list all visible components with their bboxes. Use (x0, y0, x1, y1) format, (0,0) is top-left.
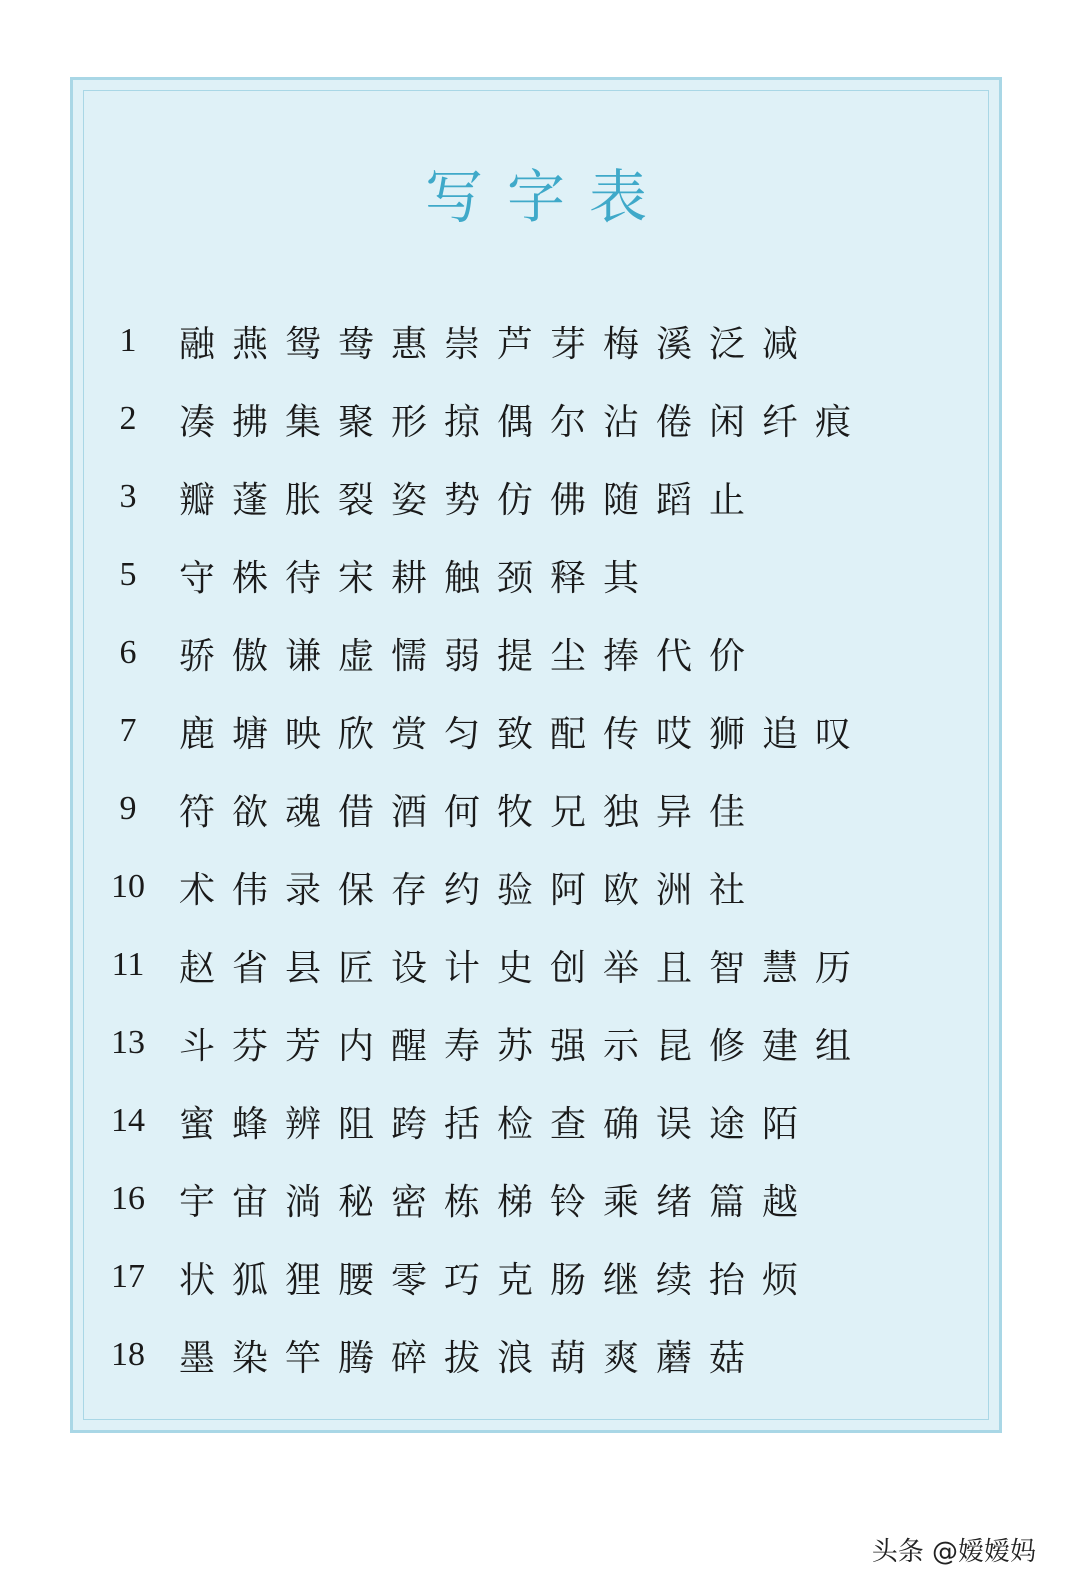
lesson-number: 10 (111, 868, 145, 905)
list-item (93, 1082, 973, 1160)
character-list (93, 302, 973, 1394)
lesson-characters: 守株待宋耕触颈释其 (179, 557, 657, 599)
list-item (93, 1238, 973, 1316)
page-frame (70, 77, 1002, 1433)
lesson-number: 11 (111, 946, 145, 983)
list-item (93, 614, 973, 692)
lesson-characters: 鹿塘映欣赏匀致配传哎狮追叹 (179, 713, 869, 755)
lesson-characters: 状狐狸腰零巧克肠继续抬烦 (179, 1259, 816, 1301)
lesson-number: 13 (111, 1024, 145, 1061)
watermark: 头条 @嫒嫒妈 (871, 1537, 1036, 1567)
lesson-number: 14 (111, 1102, 145, 1139)
page-title: 写字表 (424, 163, 671, 231)
list-item (93, 848, 973, 926)
list-item (93, 1160, 973, 1238)
list-item (93, 692, 973, 770)
lesson-number: 2 (119, 400, 137, 437)
list-item (93, 380, 973, 458)
lesson-number: 3 (119, 478, 137, 515)
lesson-characters: 墨染竿腾碎拔浪葫爽蘑菇 (179, 1337, 763, 1379)
lesson-number: 1 (119, 322, 137, 359)
lesson-number: 16 (111, 1180, 145, 1217)
lesson-characters: 融燕鸳鸯惠崇芦芽梅溪泛减 (179, 323, 816, 365)
list-item (93, 458, 973, 536)
list-item (93, 770, 973, 848)
lesson-number: 17 (111, 1258, 145, 1295)
list-item (93, 302, 973, 380)
lesson-characters: 术伟录保存约验阿欧洲社 (179, 869, 763, 911)
lesson-number: 6 (119, 634, 137, 671)
lesson-characters: 蜜蜂辨阻跨括检查确误途陌 (179, 1103, 816, 1145)
lesson-characters: 赵省县匠设计史创举且智慧历 (179, 947, 869, 989)
lesson-characters: 瓣蓬胀裂姿势仿佛随蹈止 (179, 479, 763, 521)
lesson-characters: 斗芬芳内醒寿苏强示昆修建组 (179, 1025, 869, 1067)
list-item (93, 926, 973, 1004)
lesson-characters: 凑拂集聚形掠偶尔沾倦闲纤痕 (179, 401, 869, 443)
lesson-characters: 符欲魂借酒何牧兄独异佳 (179, 791, 763, 833)
list-item (93, 1316, 973, 1394)
lesson-characters: 宇宙淌秘密栋梯铃乘绪篇越 (179, 1181, 816, 1223)
lesson-number: 7 (119, 712, 137, 749)
list-item (93, 536, 973, 614)
lesson-number: 9 (119, 790, 137, 827)
lesson-characters: 骄傲谦虚懦弱提尘捧代价 (179, 635, 763, 677)
lesson-number: 5 (119, 556, 137, 593)
lesson-number: 18 (111, 1336, 145, 1373)
list-item (93, 1004, 973, 1082)
